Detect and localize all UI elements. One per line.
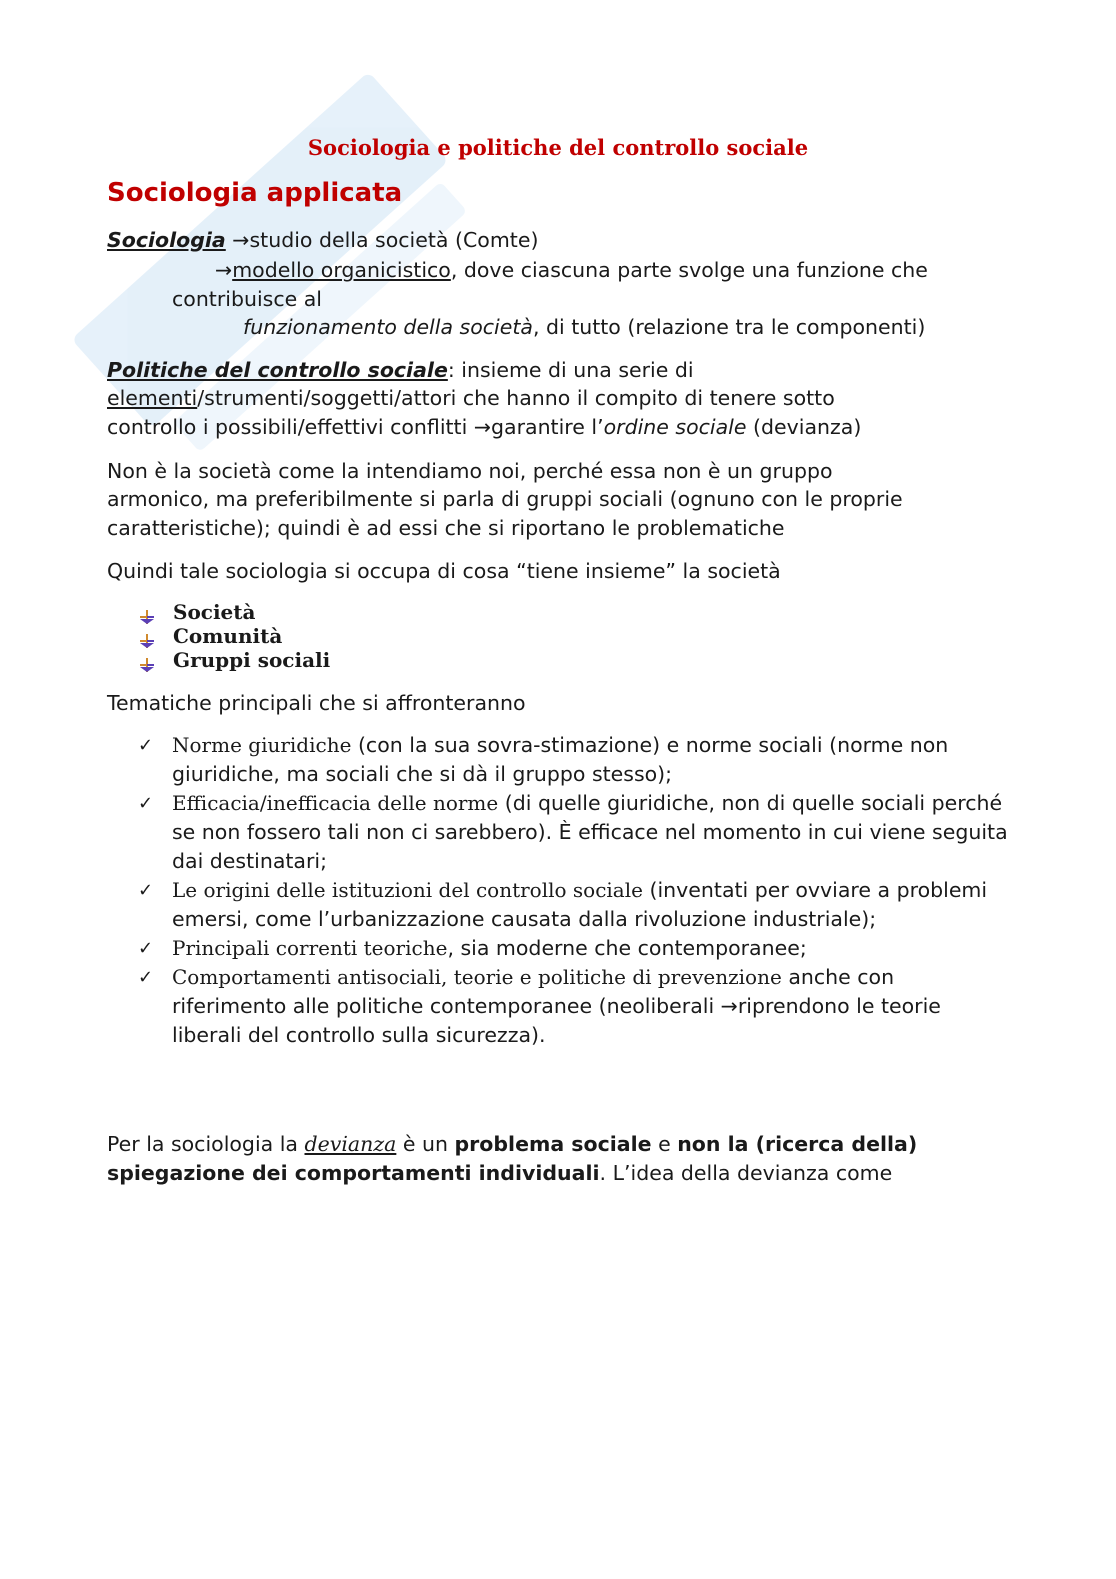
- italic-text: ordine sociale: [603, 415, 747, 439]
- bold-text: non la (ricerca della): [677, 1132, 918, 1156]
- final-text: e: [651, 1132, 678, 1156]
- checkmark-icon: ✓: [138, 967, 154, 988]
- list-item-text: [172, 876, 1008, 934]
- list-item: [140, 648, 330, 672]
- checkmark-icon: ✓: [138, 793, 154, 814]
- arrow-bullet-icon: [140, 605, 154, 619]
- list-item: [138, 934, 1008, 963]
- list-item: [138, 876, 1008, 934]
- document-title: Sociologia e politiche del controllo sociale: [307, 135, 809, 160]
- definition-text: , di tutto (relazione tra le componenti): [532, 315, 926, 339]
- themes-intro: Tematiche principali che si affronteranno: [107, 691, 526, 715]
- definition-text: , dove ciascuna parte svolge una funzione che: [450, 258, 928, 282]
- list-item-text: [172, 934, 1008, 963]
- themes-list: [138, 731, 1008, 1050]
- theme-term: Norme giuridiche: [172, 733, 352, 757]
- theme-term: Comportamenti antisociali, teorie e politiche di prevenzione: [172, 965, 782, 989]
- theme-term: Le origini delle istituzioni del controllo sociale: [172, 878, 643, 902]
- list-item: [140, 600, 330, 624]
- definition-text: garantire l’: [491, 415, 604, 439]
- bullet-list: [140, 600, 330, 672]
- term-sociologia: Sociologia: [107, 228, 226, 252]
- final-text: è un: [396, 1132, 455, 1156]
- checkmark-icon: ✓: [138, 938, 154, 959]
- final-text: . L’idea della devianza come: [599, 1161, 893, 1185]
- section-heading: Sociologia applicata: [107, 178, 403, 208]
- definition-text: controllo i possibili/effettivi conflitti: [107, 415, 474, 439]
- list-item-text: [172, 731, 1008, 789]
- definition-line: [107, 384, 835, 413]
- final-text: Per la sociologia la: [107, 1132, 305, 1156]
- checkmark-icon: ✓: [138, 880, 154, 901]
- theme-rest: (di quelle giuridiche, non di quelle sociali perché se non fossero tali non ci sarebbero). È efficace nel momento in cui viene seguita dai destinatari;: [172, 791, 1008, 873]
- paragraph-line: Non è la società come la intendiamo noi, perché essa non è un gruppo: [107, 459, 833, 483]
- theme-rest: anche con riferimento alle politiche contemporanee (neoliberali →riprendono le teorie liberali del controllo sulla sicurezza).: [172, 965, 941, 1047]
- italic-text: funzionamento della società: [243, 315, 533, 339]
- elementi-link: elementi: [107, 386, 198, 410]
- list-item: [138, 963, 1008, 1050]
- term-politiche: Politiche del controllo sociale: [107, 358, 448, 382]
- list-item: [140, 624, 330, 648]
- definition-line: [107, 413, 861, 442]
- list-item-text: [172, 789, 1008, 876]
- arrow-icon: →: [215, 258, 233, 282]
- theme-rest: (con la sua sovra-stimazione) e norme sociali (norme non giuridiche, ma sociali che si dà il gruppo stesso);: [172, 733, 949, 786]
- definition-text: : insieme di una serie di: [447, 358, 694, 382]
- list-item-text: [172, 963, 1008, 1050]
- arrow-bullet-icon: [140, 629, 154, 643]
- list-item: [138, 789, 1008, 876]
- modello-organicistico-link: modello organicistico: [232, 258, 451, 282]
- definition-line: contribuisce al: [172, 287, 323, 311]
- theme-rest: (inventati per ovviare a problemi emersi, come l’urbanizzazione causata dalla rivoluzione industriale);: [172, 878, 988, 931]
- definition-text: studio della società (Comte): [249, 228, 539, 252]
- bold-text: spiegazione dei comportamenti individuali: [107, 1161, 600, 1185]
- theme-rest: , sia moderne che contemporanee;: [447, 936, 807, 960]
- theme-term: Principali correnti teoriche: [172, 936, 448, 960]
- definition-text: /strumenti/soggetti/attori che hanno il compito di tenere sotto: [197, 386, 835, 410]
- definition-line: [243, 313, 925, 342]
- checkmark-icon: ✓: [138, 735, 154, 756]
- paragraph-line: armonico, ma preferibilmente si parla di gruppi sociali (ognuno con le proprie: [107, 487, 903, 511]
- bullet-text: Comunità: [173, 624, 283, 648]
- arrow-icon: →: [232, 228, 250, 252]
- final-paragraph-line: [107, 1130, 917, 1159]
- arrow-bullet-icon: [140, 653, 154, 667]
- bullet-text: Gruppi sociali: [173, 648, 331, 672]
- definition-politiche: [107, 356, 694, 385]
- list-item: [138, 731, 1008, 789]
- paragraph-line: caratteristiche); quindi è ad essi che si riportano le problematiche: [107, 516, 785, 540]
- paragraph-line: Quindi tale sociologia si occupa di cosa “tiene insieme” la società: [107, 559, 781, 583]
- definition-line: [215, 256, 928, 285]
- final-paragraph-line: [107, 1159, 892, 1188]
- definition-text: (devianza): [746, 415, 862, 439]
- theme-term: Efficacia/inefficacia delle norme: [172, 791, 499, 815]
- devianza-link: devianza: [304, 1132, 397, 1156]
- arrow-icon: →: [473, 415, 491, 439]
- definition-sociologia: [107, 226, 538, 255]
- bold-text: problema sociale: [454, 1132, 652, 1156]
- bullet-text: Società: [173, 600, 256, 624]
